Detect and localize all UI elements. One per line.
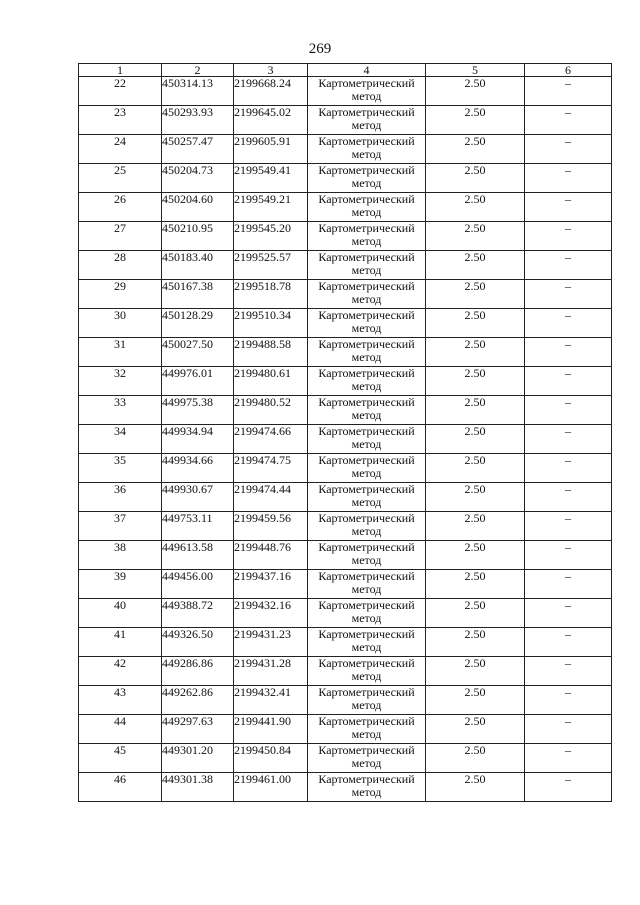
method-cell (308, 512, 426, 541)
y-coordinate-cell: 2199441.90 (234, 715, 308, 744)
point-number-cell: 25 (79, 164, 162, 193)
point-number-cell: 46 (79, 773, 162, 802)
table-row (79, 77, 612, 106)
method-text-line2: метод (351, 89, 382, 103)
table-row (79, 251, 612, 280)
point-number-cell: 35 (79, 454, 162, 483)
method-text-line1: Картометрический (318, 453, 415, 467)
method-cell (308, 251, 426, 280)
point-number-cell: 28 (79, 251, 162, 280)
description-cell: – (525, 396, 612, 425)
method-text-line1: Картометрический (318, 569, 415, 583)
x-coordinate-cell: 449934.94 (162, 425, 234, 454)
method-text-line1: Картометрический (318, 598, 415, 612)
method-cell (308, 77, 426, 106)
point-number-cell: 40 (79, 599, 162, 628)
table-row (79, 599, 612, 628)
x-coordinate-cell: 449934.66 (162, 454, 234, 483)
method-text-line2: метод (351, 263, 382, 277)
accuracy-cell: 2.50 (426, 512, 525, 541)
description-cell: – (525, 77, 612, 106)
x-coordinate-cell: 450167.38 (162, 280, 234, 309)
y-coordinate-cell: 2199488.58 (234, 338, 308, 367)
method-cell (308, 425, 426, 454)
method-text-line1: Картометрический (318, 656, 415, 670)
y-coordinate-cell: 2199448.76 (234, 541, 308, 570)
x-coordinate-cell: 450183.40 (162, 251, 234, 280)
method-cell (308, 628, 426, 657)
method-text-line2: метод (351, 292, 382, 306)
description-cell: – (525, 512, 612, 541)
accuracy-cell: 2.50 (426, 309, 525, 338)
method-text-line2: метод (351, 205, 382, 219)
description-cell: – (525, 193, 612, 222)
description-cell: – (525, 222, 612, 251)
point-number-cell: 34 (79, 425, 162, 454)
description-cell: – (525, 599, 612, 628)
x-coordinate-cell: 449976.01 (162, 367, 234, 396)
table-row (79, 541, 612, 570)
y-coordinate-cell: 2199480.52 (234, 396, 308, 425)
column-header-5: 5 (426, 64, 525, 77)
point-number-cell: 39 (79, 570, 162, 599)
method-text-line1: Картометрический (318, 395, 415, 409)
description-cell: – (525, 628, 612, 657)
x-coordinate-cell: 449388.72 (162, 599, 234, 628)
x-coordinate-cell: 449286.86 (162, 657, 234, 686)
accuracy-cell: 2.50 (426, 599, 525, 628)
accuracy-cell: 2.50 (426, 570, 525, 599)
method-cell (308, 193, 426, 222)
method-cell (308, 599, 426, 628)
y-coordinate-cell: 2199461.00 (234, 773, 308, 802)
method-text-line2: метод (351, 727, 382, 741)
x-coordinate-cell: 450204.60 (162, 193, 234, 222)
y-coordinate-cell: 2199450.84 (234, 744, 308, 773)
page-number: 269 (308, 41, 332, 57)
description-cell: – (525, 483, 612, 512)
x-coordinate-cell: 449975.38 (162, 396, 234, 425)
table-row (79, 396, 612, 425)
column-header-4: 4 (308, 64, 426, 77)
method-text-line2: метод (351, 495, 382, 509)
y-coordinate-cell: 2199510.34 (234, 309, 308, 338)
x-coordinate-cell: 449930.67 (162, 483, 234, 512)
table-row (79, 338, 612, 367)
description-cell: – (525, 570, 612, 599)
accuracy-cell: 2.50 (426, 454, 525, 483)
point-number-cell: 45 (79, 744, 162, 773)
x-coordinate-cell: 450027.50 (162, 338, 234, 367)
y-coordinate-cell: 2199545.20 (234, 222, 308, 251)
point-number-cell: 38 (79, 541, 162, 570)
method-text-line2: метод (351, 176, 382, 190)
method-cell (308, 657, 426, 686)
table-row (79, 309, 612, 338)
y-coordinate-cell: 2199474.44 (234, 483, 308, 512)
y-coordinate-cell: 2199432.16 (234, 599, 308, 628)
method-text-line1: Картометрический (318, 772, 415, 786)
x-coordinate-cell: 450204.73 (162, 164, 234, 193)
method-cell (308, 541, 426, 570)
method-text-line1: Картометрический (318, 511, 415, 525)
method-cell (308, 483, 426, 512)
table-row (79, 715, 612, 744)
method-text-line2: метод (351, 640, 382, 654)
description-cell: – (525, 164, 612, 193)
method-text-line2: метод (351, 350, 382, 364)
method-text-line1: Картометрический (318, 134, 415, 148)
method-cell (308, 135, 426, 164)
accuracy-cell: 2.50 (426, 715, 525, 744)
method-text-line2: метод (351, 785, 382, 799)
x-coordinate-cell: 449326.50 (162, 628, 234, 657)
x-coordinate-cell: 449297.63 (162, 715, 234, 744)
description-cell: – (525, 744, 612, 773)
accuracy-cell: 2.50 (426, 338, 525, 367)
method-text-line1: Картометрический (318, 685, 415, 699)
point-number-cell: 23 (79, 106, 162, 135)
method-text-line1: Картометрический (318, 279, 415, 293)
method-cell (308, 454, 426, 483)
x-coordinate-cell: 449262.86 (162, 686, 234, 715)
accuracy-cell: 2.50 (426, 367, 525, 396)
table-row (79, 193, 612, 222)
method-text-line2: метод (351, 466, 382, 480)
table-body (79, 77, 612, 802)
description-cell: – (525, 367, 612, 396)
method-text-line1: Картометрический (318, 424, 415, 438)
column-header-2: 2 (162, 64, 234, 77)
method-text-line1: Картометрический (318, 337, 415, 351)
accuracy-cell: 2.50 (426, 77, 525, 106)
x-coordinate-cell: 449613.58 (162, 541, 234, 570)
column-header-6: 6 (525, 64, 612, 77)
method-text-line1: Картометрический (318, 250, 415, 264)
method-text-line1: Картометрический (318, 308, 415, 322)
method-cell (308, 773, 426, 802)
method-text-line1: Картометрический (318, 743, 415, 757)
x-coordinate-cell: 449753.11 (162, 512, 234, 541)
description-cell: – (525, 425, 612, 454)
table-row (79, 773, 612, 802)
y-coordinate-cell: 2199459.56 (234, 512, 308, 541)
method-text-line2: метод (351, 611, 382, 625)
method-text-line2: метод (351, 147, 382, 161)
column-header-3: 3 (234, 64, 308, 77)
description-cell: – (525, 251, 612, 280)
table-row (79, 657, 612, 686)
table-row (79, 628, 612, 657)
method-text-line1: Картометрический (318, 163, 415, 177)
accuracy-cell: 2.50 (426, 106, 525, 135)
accuracy-cell: 2.50 (426, 396, 525, 425)
x-coordinate-cell: 449301.20 (162, 744, 234, 773)
point-number-cell: 24 (79, 135, 162, 164)
x-coordinate-cell: 450257.47 (162, 135, 234, 164)
method-cell (308, 396, 426, 425)
method-text-line1: Картометрический (318, 192, 415, 206)
y-coordinate-cell: 2199645.02 (234, 106, 308, 135)
method-text-line1: Картометрический (318, 221, 415, 235)
method-text-line2: метод (351, 118, 382, 132)
method-text-line1: Картометрический (318, 105, 415, 119)
y-coordinate-cell: 2199474.66 (234, 425, 308, 454)
y-coordinate-cell: 2199549.21 (234, 193, 308, 222)
table-row (79, 512, 612, 541)
table-row (79, 425, 612, 454)
method-text-line2: метод (351, 756, 382, 770)
accuracy-cell: 2.50 (426, 164, 525, 193)
table-row (79, 280, 612, 309)
accuracy-cell: 2.50 (426, 686, 525, 715)
y-coordinate-cell: 2199437.16 (234, 570, 308, 599)
y-coordinate-cell: 2199668.24 (234, 77, 308, 106)
method-text-line2: метод (351, 669, 382, 683)
x-coordinate-cell: 449301.38 (162, 773, 234, 802)
method-text-line2: метод (351, 379, 382, 393)
accuracy-cell: 2.50 (426, 483, 525, 512)
description-cell: – (525, 106, 612, 135)
y-coordinate-cell: 2199431.28 (234, 657, 308, 686)
x-coordinate-cell: 450314.13 (162, 77, 234, 106)
method-cell (308, 164, 426, 193)
accuracy-cell: 2.50 (426, 657, 525, 686)
description-cell: – (525, 309, 612, 338)
column-header-1: 1 (79, 64, 162, 77)
point-number-cell: 33 (79, 396, 162, 425)
description-cell: – (525, 715, 612, 744)
point-number-cell: 31 (79, 338, 162, 367)
table-row (79, 135, 612, 164)
table-header-row (79, 64, 612, 77)
method-text-line2: метод (351, 524, 382, 538)
table-row (79, 744, 612, 773)
table-row (79, 483, 612, 512)
point-number-cell: 37 (79, 512, 162, 541)
method-cell (308, 280, 426, 309)
method-text-line1: Картометрический (318, 366, 415, 380)
description-cell: – (525, 454, 612, 483)
accuracy-cell: 2.50 (426, 773, 525, 802)
method-cell (308, 744, 426, 773)
description-cell: – (525, 338, 612, 367)
description-cell: – (525, 135, 612, 164)
accuracy-cell: 2.50 (426, 628, 525, 657)
y-coordinate-cell: 2199431.23 (234, 628, 308, 657)
point-number-cell: 22 (79, 77, 162, 106)
method-cell (308, 367, 426, 396)
table-row (79, 222, 612, 251)
method-text-line2: метод (351, 408, 382, 422)
point-number-cell: 26 (79, 193, 162, 222)
x-coordinate-cell: 450128.29 (162, 309, 234, 338)
accuracy-cell: 2.50 (426, 135, 525, 164)
y-coordinate-cell: 2199474.75 (234, 454, 308, 483)
x-coordinate-cell: 450210.95 (162, 222, 234, 251)
method-text-line2: метод (351, 553, 382, 567)
y-coordinate-cell: 2199518.78 (234, 280, 308, 309)
point-number-cell: 44 (79, 715, 162, 744)
method-text-line2: метод (351, 234, 382, 248)
table-row (79, 570, 612, 599)
method-cell (308, 106, 426, 135)
description-cell: – (525, 686, 612, 715)
description-cell: – (525, 541, 612, 570)
description-cell: – (525, 280, 612, 309)
method-text-line2: метод (351, 437, 382, 451)
accuracy-cell: 2.50 (426, 251, 525, 280)
method-text-line1: Картометрический (318, 714, 415, 728)
x-coordinate-cell: 449456.00 (162, 570, 234, 599)
accuracy-cell: 2.50 (426, 541, 525, 570)
point-number-cell: 29 (79, 280, 162, 309)
method-cell (308, 715, 426, 744)
accuracy-cell: 2.50 (426, 280, 525, 309)
y-coordinate-cell: 2199605.91 (234, 135, 308, 164)
method-text-line2: метод (351, 698, 382, 712)
point-number-cell: 30 (79, 309, 162, 338)
method-cell (308, 570, 426, 599)
point-number-cell: 42 (79, 657, 162, 686)
method-cell (308, 222, 426, 251)
y-coordinate-cell: 2199525.57 (234, 251, 308, 280)
point-number-cell: 43 (79, 686, 162, 715)
method-cell (308, 338, 426, 367)
y-coordinate-cell: 2199432.41 (234, 686, 308, 715)
y-coordinate-cell: 2199480.61 (234, 367, 308, 396)
description-cell: – (525, 773, 612, 802)
method-text-line2: метод (351, 582, 382, 596)
method-text-line1: Картометрический (318, 540, 415, 554)
method-text-line2: метод (351, 321, 382, 335)
accuracy-cell: 2.50 (426, 193, 525, 222)
method-text-line1: Картометрический (318, 627, 415, 641)
table-row (79, 367, 612, 396)
x-coordinate-cell: 450293.93 (162, 106, 234, 135)
y-coordinate-cell: 2199549.41 (234, 164, 308, 193)
point-number-cell: 32 (79, 367, 162, 396)
method-text-line1: Картометрический (318, 482, 415, 496)
accuracy-cell: 2.50 (426, 222, 525, 251)
table-row (79, 454, 612, 483)
table-row (79, 106, 612, 135)
accuracy-cell: 2.50 (426, 744, 525, 773)
accuracy-cell: 2.50 (426, 425, 525, 454)
table-row (79, 164, 612, 193)
method-text-line1: Картометрический (318, 76, 415, 90)
method-cell (308, 686, 426, 715)
method-cell (308, 309, 426, 338)
point-number-cell: 36 (79, 483, 162, 512)
description-cell: – (525, 657, 612, 686)
table-row (79, 686, 612, 715)
point-number-cell: 27 (79, 222, 162, 251)
coordinates-table (78, 63, 612, 802)
point-number-cell: 41 (79, 628, 162, 657)
